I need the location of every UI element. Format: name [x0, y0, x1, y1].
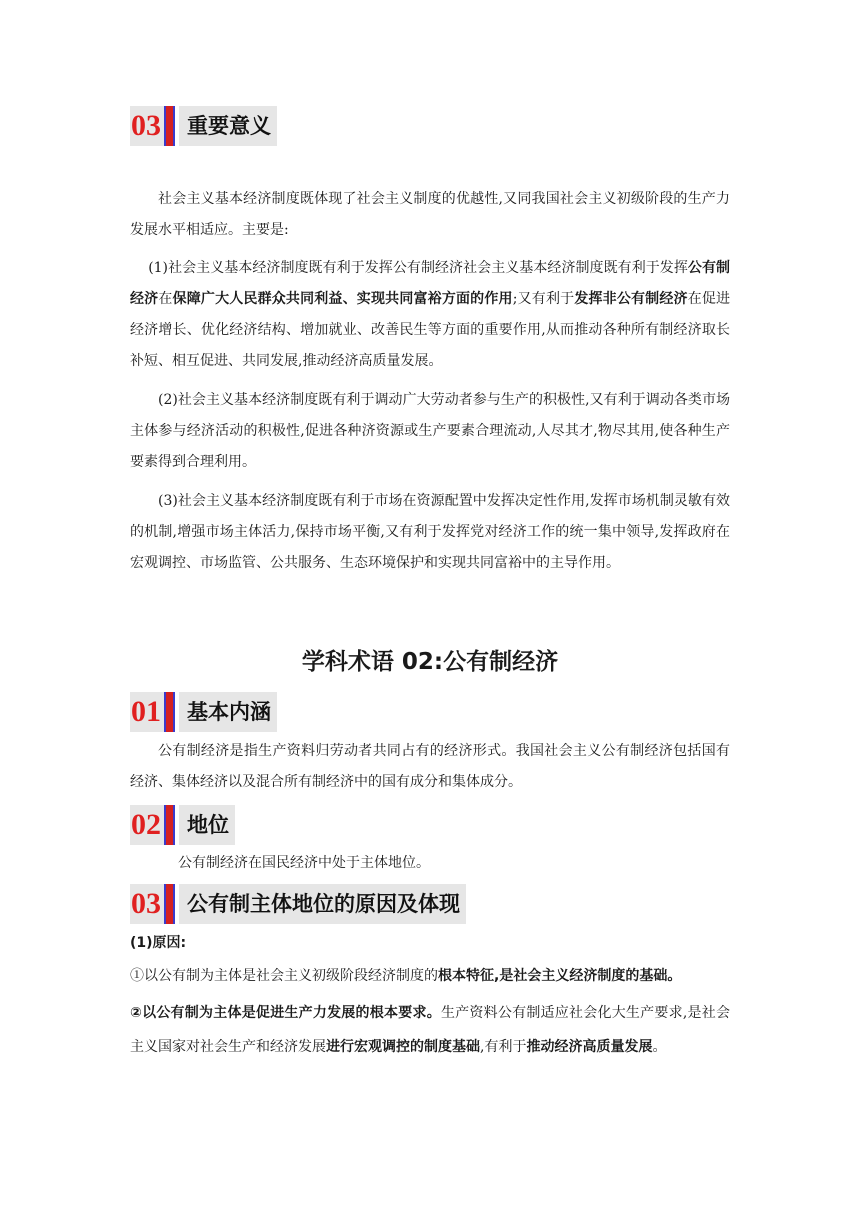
section-bar [164, 805, 175, 845]
section-title: 地位 [179, 805, 235, 845]
section-bar [164, 884, 175, 924]
section-number: 03 [130, 884, 164, 924]
intro-paragraph: 社会主义基本经济制度既体现了社会主义制度的优越性,又同我国社会主义初级阶段的生产力发展水平相适应。主要是: [130, 191, 730, 238]
section-title: 公有制主体地位的原因及体现 [179, 884, 466, 924]
section-header-significance [130, 106, 277, 146]
section-bar [164, 692, 175, 732]
section-number: 01 [130, 692, 164, 732]
reason-1-paragraph: ①以公有制为主体是社会主义初级阶段经济制度的根本特征,是社会主义经济制度的基础。 [130, 968, 682, 984]
point-3-paragraph: (3)社会主义基本经济制度既有利于市场在资源配置中发挥决定性作用,发挥市场机制灵敏有效的机制,增强市场主体活力,保持市场平衡,又有利于发挥党对经济工作的统一集中领导,发挥政府在宏观调控、市场监管、公共服务、生态环境保护和实现共同富裕中的主导作用。 [130, 493, 730, 571]
status-paragraph: 公有制经济在国民经济中处于主体地位。 [178, 855, 430, 871]
section-header-connotation [130, 692, 277, 732]
point-1-paragraph: (1)社会主义基本经济制度既有利于发挥公有制经济社会主义基本经济制度既有利于发挥公有制经济在保障广大人民群众共同利益、实现共同富裕方面的作用;又有利于发挥非公有制经济在促进经济增长、优化经济结构、增加就业、改善民生等方面的重要作用,从而推动各种所有制经济取长补短、相互促进、共同发展,推动经济高质量发展。 [130, 260, 731, 369]
connotation-paragraph: 公有制经济是指生产资料归劳动者共同占有的经济形式。我国社会主义公有制经济包括国有经济、集体经济以及混合所有制经济中的国有成分和集体成分。 [130, 743, 730, 790]
section-title: 基本内涵 [179, 692, 277, 732]
section-header-reasons [130, 884, 466, 924]
section-title: 重要意义 [179, 106, 277, 146]
point-2-paragraph: (2)社会主义基本经济制度既有利于调动广大劳动者参与生产的积极性,又有利于调动各类市场主体参与经济活动的积极性,促进各种济资源或生产要素合理流动,人尽其才,物尽其用,使各种生产要素得到合理利用。 [130, 392, 730, 470]
reason-label: (1)原因: [130, 935, 187, 951]
section-number: 03 [130, 106, 164, 146]
term-title: 学科术语 02:公有制经济 [301, 649, 559, 675]
reason-2-paragraph: ②以公有制为主体是促进生产力发展的根本要求。生产资料公有制适应社会化大生产要求,是社会主义国家对社会生产和经济发展进行宏观调控的制度基础,有利于推动经济高质量发展。 [130, 1005, 730, 1055]
section-number: 02 [130, 805, 164, 845]
section-bar [164, 106, 175, 146]
section-header-status [130, 805, 235, 845]
